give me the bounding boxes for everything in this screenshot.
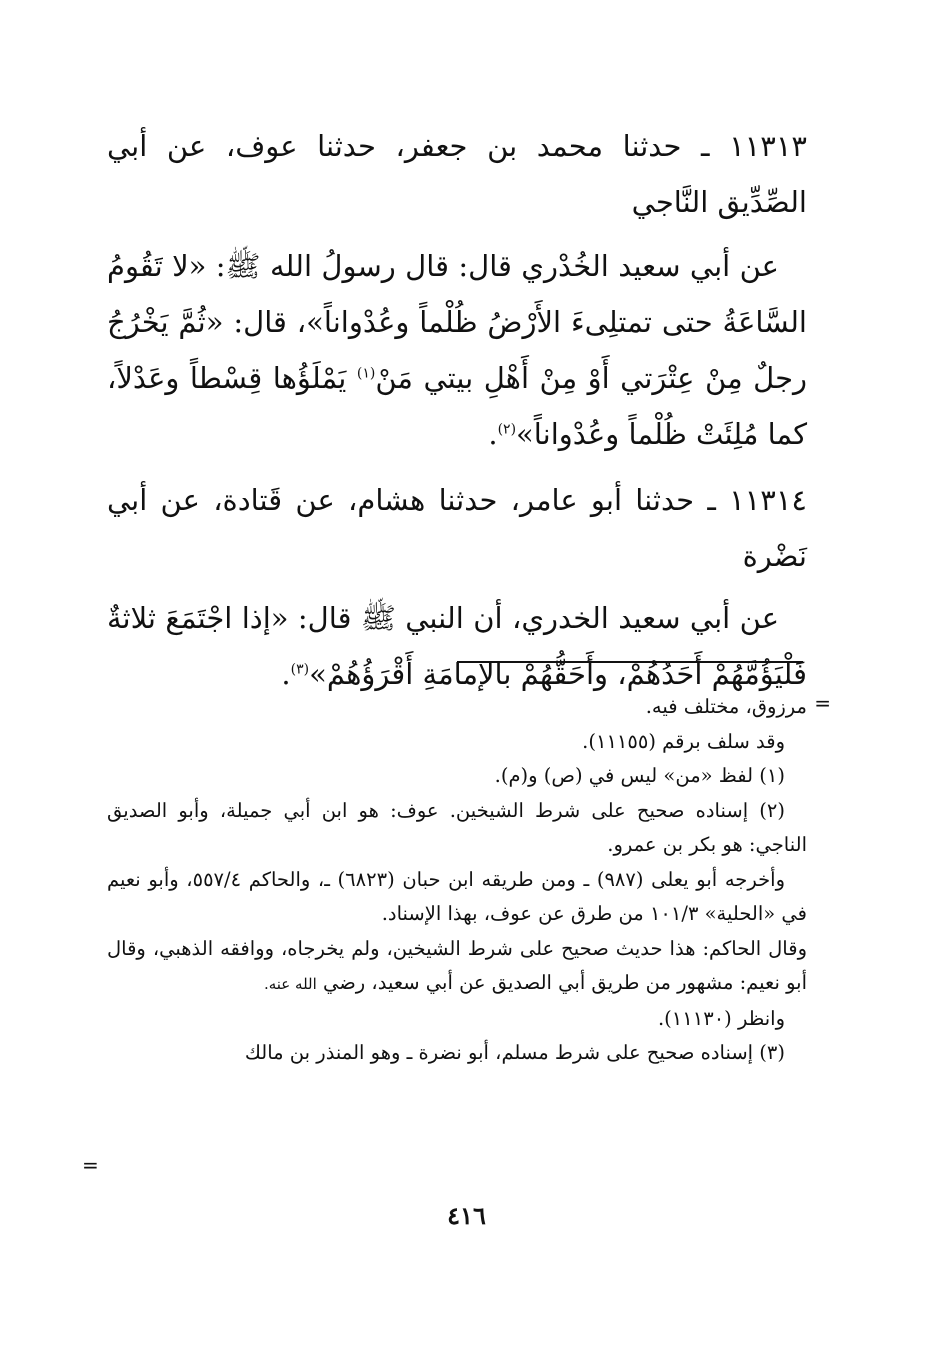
footnote-2-text-2: وأخرجه أبو يعلى (٩٨٧) ـ ومن طريقه ابن حبان (٦٨٢٣) ـ، والحاكم ٥٥٧/٤، وأبو نعيم في «الحلية» ١٠١/٣ من طرق عن عوف، بهذا الإسناد. [107,867,807,925]
footnote-salaf-text: وقد سلف برقم (١١١٥٥). [582,729,785,753]
footnote-2-text-3: وقال الحاكم: هذا حديث صحيح على شرط الشيخين، ولم يخرجاه، ووافقه الذهبي، وقال أبو نعيم: مشهور من طريق أبي الصديق عن أبي سعيد، رضي [107,936,807,994]
footnote-ref-1[interactable]: (١) [356,365,376,382]
hadith-13314-isnad [107,472,807,584]
footnote-continuation-marzuq [107,690,807,725]
page-number: ٤١٦ [447,1201,486,1230]
hadith-13313-isnad-text: ١١٣١٣ ـ حدثنا محمد بن جعفر، حدثنا عوف، عن أبي الصِّدِّيق النَّاجي [107,129,807,219]
hadith-13313-matn [107,238,807,462]
footnote-2-text-3-end: الله عنه. [263,975,317,993]
hadith-13313-isnad [107,118,807,230]
footnote-1 [107,759,807,794]
footnote-2-text-1: (٢) إسناده صحيح على شرط الشيخين. عوف: هو ابن أبي جميلة، وأبو الصديق الناجي: هو بكر بن عمرو. [107,798,807,856]
main-text [107,118,807,702]
hadith-13313-matn-end: . [488,417,498,451]
footnote-ref-2[interactable]: (٢) [497,421,517,438]
footnote-3-text: (٣) إسناده صحيح على شرط مسلم، أبو نضرة ـ وهو المنذر بن مالك [244,1041,785,1064]
footnote-continuation-salaf [107,725,807,760]
hadith-13313-matn-text-2: يَمْلَؤُها قِسْطاً وعَدْلاً، كما مُلِئَتْ ظُلْماً وعُدْواناً» [107,361,807,451]
footnote-2-paragraph-2 [107,863,807,932]
footnote-2-text-4: وانظر (١١١٣٠). [657,1006,785,1030]
hadith-13314-isnad-text: ١١٣١٤ ـ حدثنا أبو عامر، حدثنا هشام، عن قَتادة، عن أبي نَضْرة [107,483,807,573]
footnote-2-paragraph-3 [107,932,807,1002]
footnote-2-paragraph-1 [107,794,807,863]
hadith-13314-matn [107,590,807,702]
footnotes [107,690,807,1071]
continuation-mark-bottom: = [82,1153,99,1177]
hadith-13313-matn-text-1: عن أبي سعيد الخُدْري قال: قال رسولُ الله ﷺ: «لا تَقُومُ السَّاعَةُ حتى تمتلِىءَ الأَرْضُ ظُلْماً وعُدْواناً»، قال: «ثُمَّ يَخْرُجُ رجلٌ مِنْ عِتْرَتي أَوْ مِنْ أَهْلِ بيتي مَنْ [107,249,807,395]
footnote-3 [107,1036,807,1071]
hadith-13314-matn-end: . [281,657,291,691]
footnote-separator [457,661,803,663]
continuation-mark-top: = [814,691,831,715]
footnote-ref-3[interactable]: (٣) [290,661,310,678]
hadith-13314-matn-text-1: عن أبي سعيد الخدري، أن النبي ﷺ قال: «إذا اجْتَمَعَ ثلاثةٌ فَلْيَؤُمَّهُمْ أَحَدُهُمْ، وأَحَقُّهُمْ بالإمامَةِ أَقْرَؤُهُمْ» [107,601,807,691]
footnote-1-text: (١) لفظ «من» ليس في (ص) و(م). [494,764,785,787]
footnote-2-paragraph-4 [107,1002,807,1037]
footnote-marzuq-text: مرزوق، مختلف فيه. [645,695,807,718]
